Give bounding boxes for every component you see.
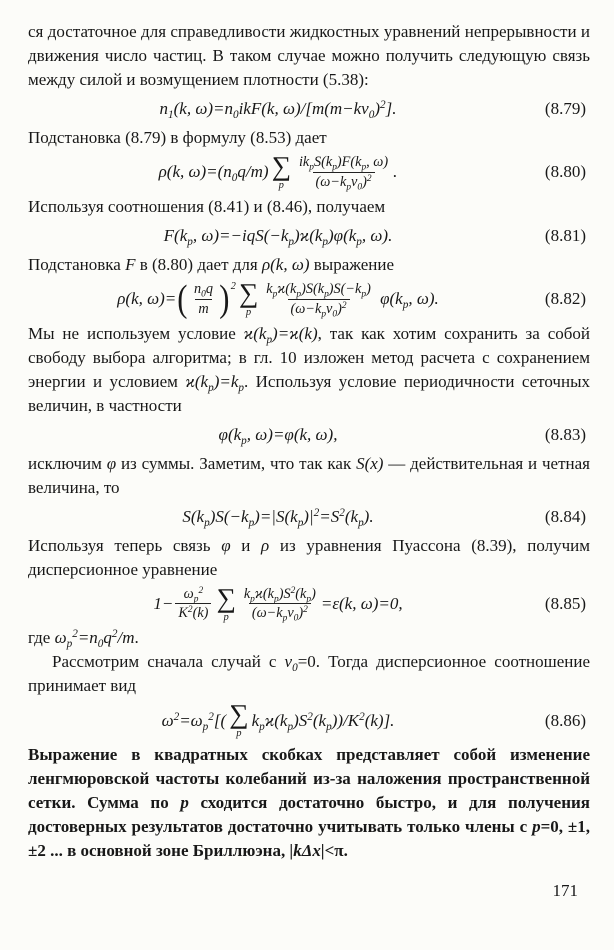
summation-icon: ∑: [216, 582, 236, 613]
equation-8-86: [28, 701, 590, 740]
equation-8-80: [28, 153, 590, 192]
paragraph-using-relations: Используя соотношения (8.41) и (8.46), получаем: [28, 196, 386, 216]
paragraph-brillouin-zone: Выражение в квадратных скобках представляет собой изменение ленгмюровской частоты колебаний из-за наложения пространственной сетки. Сумма по p сходится достаточно быстро, и для получения достоверных результатов достаточно учитывать только члены с p=0, ±1, ±2 ... в основной зоне Бриллюэна, |kΔx|<π.: [28, 745, 590, 860]
equation-number-8-79: (8.79): [544, 99, 586, 118]
equation-8-84-math: $S(k_p)S(-k_p)=|S(k_p)|^2=S^2(k_p)$.: [182, 506, 374, 529]
summation-icon: ∑: [271, 151, 291, 181]
equation-number-8-83: (8.83): [544, 424, 586, 444]
equation-8-81-math: $F(k_p$, $\omega)=-iqS(-k_p)ϰ(k_p)\varphi(k_p$, ω).: [163, 225, 393, 248]
equation-number-8-80: (8.80): [544, 162, 586, 182]
equation-8-85-math: 1− $\frac{\omega_p^2}{K^2(k)}$ ∑ p $\frac{k_pϰ(k_p)S^2(k_p)}{(\omega-k_pv_0)^2}$ =ε(k, ω)=0,: [153, 582, 403, 624]
equation-8-86-math: $\omega^2=\omega_p^2$[( ∑ p $k_pϰ(k_p)S^2(k_p))/K^2(k)$].: [161, 699, 395, 740]
equation-8-79: [28, 95, 590, 123]
equation-8-85: [28, 582, 590, 624]
paragraph-substitution-f: Подстановка F в (8.80) дает для ρ(k, ω) выражение: [28, 254, 395, 274]
equation-number-8-82: (8.82): [544, 289, 586, 309]
equation-8-80-math: ρ(k, $\omega)=(n_0q/m)$ ∑ p $\frac{ik_pS(k_p)F(k_p, \omega)}{(\omega-k_pv_0)^2}$ .: [158, 151, 398, 193]
paragraph-continuation: ся достаточное для справедливости жидкостных уравнений непрерывности и движения число частиц. В таком случае можно получить следующую связь между силой и возмущением плотности (5.38):: [28, 22, 590, 89]
equation-number-8-84: (8.84): [544, 506, 586, 526]
paragraph-v0-zero-case: Рассмотрим сначала случай с $v_0=0$. Тогда дисперсионное соотношение принимает вид: [28, 652, 590, 696]
paragraph-substitution-879: Подстановка (8.79) в формулу (8.53) дает: [28, 128, 327, 147]
equation-8-79-math: $n_1(k$, $\omega)=n_0ikF(k$, $\omega)/[m(m-kv_0)^2]$.: [159, 98, 397, 121]
equation-8-81: [28, 222, 590, 250]
equation-8-83-math: $\varphi(k_p$, ω)=φ(k, ω),: [218, 424, 338, 447]
equation-number-8-81: (8.81): [544, 225, 586, 245]
summation-icon: ∑: [229, 699, 249, 730]
equation-8-83: [28, 421, 590, 449]
paragraph-omega-p-definition: где $\omega_p^2=n_0q^2/m$.: [28, 628, 139, 651]
equation-8-82: [28, 277, 590, 321]
paragraph-exclude-phi: исключим φ из суммы. Заметим, что так как S(x) — действительная и четная величина, то: [28, 453, 590, 497]
paragraph-kappa-condition: Мы не используем условие $ϰ(k_p)=ϰ(k)$, так как хотим сохранить за собой свободу выбора алгоритма; в гл. 10 изложен метод расчета с сохранением энергии и условием $ϰ(k_p)=k_p$. Используя условие периодичности сеточных величин, в частности: [28, 323, 590, 415]
summation-icon: ∑: [238, 277, 259, 308]
equation-8-82-math: ρ(k, ω)= ( $\frac{n_0q}{m}$ ) 2 ∑ p $\frac{k_pϰ(k_p)S(k_p)S(-k_p)}{(\omega-k_pv_0)^2}$ $\varphi(k_p$, ω).: [117, 277, 439, 321]
equation-number-8-85: (8.85): [544, 593, 586, 613]
paragraph-poisson-link: Используя теперь связь φ и ρ из уравнения Пуассона (8.39), получим дисперсионное уравнение: [28, 535, 590, 579]
equation-number-8-86: (8.86): [544, 710, 586, 730]
page-number: 171: [552, 881, 578, 900]
equation-8-84: [28, 503, 590, 531]
